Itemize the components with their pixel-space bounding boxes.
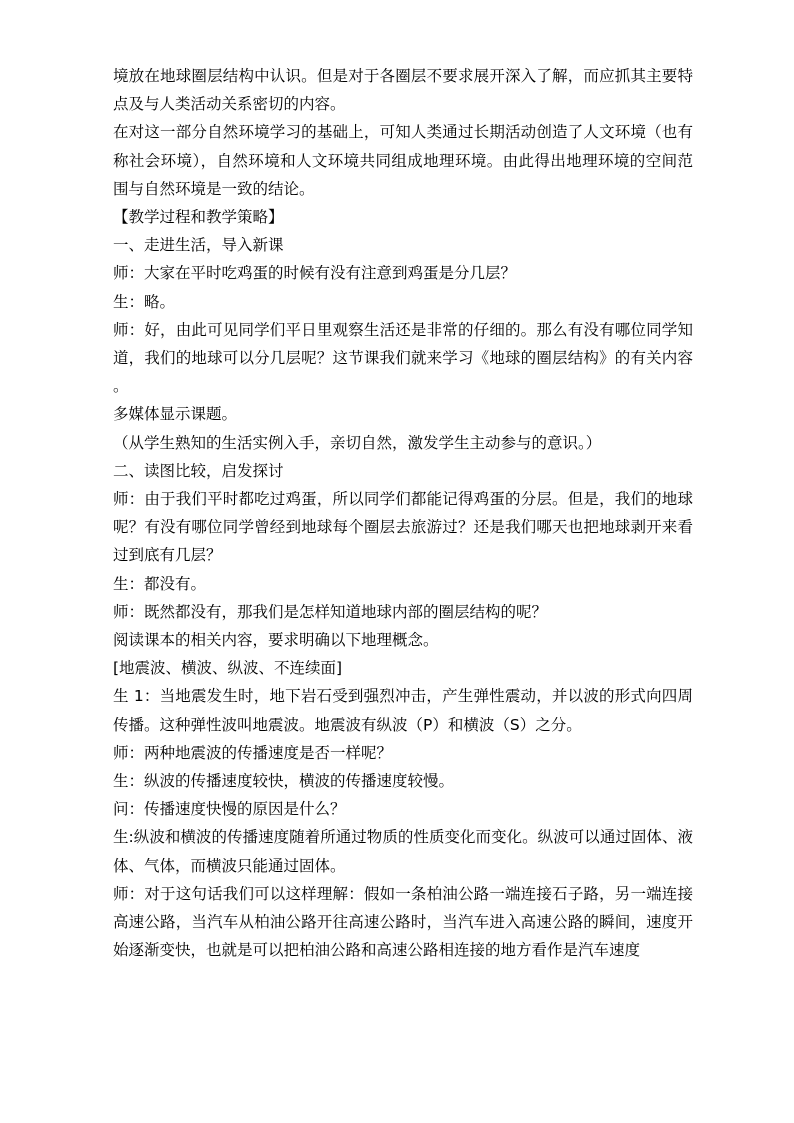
section-heading: 一、走进生活，导入新课 <box>113 236 284 255</box>
paragraph: 境放在地球圈层结构中认识。但是对于各圈层不要求展开深入了解，而应抓其主要特点及与人类活动关系密切的内容。 <box>113 67 693 114</box>
paragraph: 师：大家在平时吃鸡蛋的时候有没有注意到鸡蛋是分几层？ <box>113 264 517 283</box>
paragraph: 生 1：当地震发生时，地下岩石受到强烈冲击，产生弹性震动，并以波的形式向四周传播。这种弹性波叫地震波。地震波有纵波（P）和横波（S）之分。 <box>113 687 693 734</box>
paragraph: 师：两种地震波的传播速度是否一样呢？ <box>113 743 393 762</box>
paragraph: 在对这一部分自然环境学习的基础上，可知人类通过长期活动创造了人文环境（也有称社会环境），自然环境和人文环境共同组成地理环境。由此得出地理环境的空间范围与自然环境是一致的结论。 <box>113 123 693 198</box>
paragraph: 师：对于这句话我们可以这样理解：假如一条柏油公路一端连接石子路，另一端连接高速公路，当汽车从柏油公路开往高速公路时，当汽车进入高速公路的瞬间，速度开始逐渐变快，也就是可以把柏油公路和高速公路相连接的地方看作是汽车速度 <box>113 884 693 960</box>
paragraph: 生:纵波和横波的传播速度随着所通过物质的性质变化而变化。纵波可以通过固体、液体、气体，而横波只能通过固体。 <box>113 828 693 875</box>
paragraph: 生：略。 <box>113 292 176 311</box>
paragraph: 生：都没有。 <box>113 574 207 593</box>
paragraph: 问：传播速度快慢的原因是什么？ <box>113 800 346 819</box>
section-heading: 二、读图比较，启发探讨 <box>113 461 284 480</box>
paragraph: 生：纵波的传播速度较快，横波的传播速度较慢。 <box>113 772 455 791</box>
document-body <box>113 62 693 965</box>
paragraph: 师：由于我们平时都吃过鸡蛋，所以同学们都能记得鸡蛋的分层。但是，我们的地球呢？有没有哪位同学曾经到地球每个圈层去旅游过？还是我们哪天也把地球剥开来看过到底有几层？ <box>113 490 693 565</box>
section-heading: 【教学过程和教学策略】 <box>113 208 284 227</box>
paragraph: （从学生熟知的生活实例入手，亲切自然，激发学生主动参与的意识。） <box>113 433 602 452</box>
paragraph: 师：好，由此可见同学们平日里观察生活还是非常的仔细的。那么有没有哪位同学知道，我们的地球可以分几层呢？这节课我们就来学习《地球的圈层结构》的有关内容。 <box>113 320 693 396</box>
paragraph: 阅读课本的相关内容，要求明确以下地理概念。 <box>113 631 439 650</box>
paragraph: [地震波、横波、纵波、不连续面] <box>113 659 343 678</box>
paragraph: 师：既然都没有，那我们是怎样知道地球内部的圈层结构的呢？ <box>113 602 548 621</box>
paragraph: 多媒体显示课题。 <box>113 405 238 424</box>
